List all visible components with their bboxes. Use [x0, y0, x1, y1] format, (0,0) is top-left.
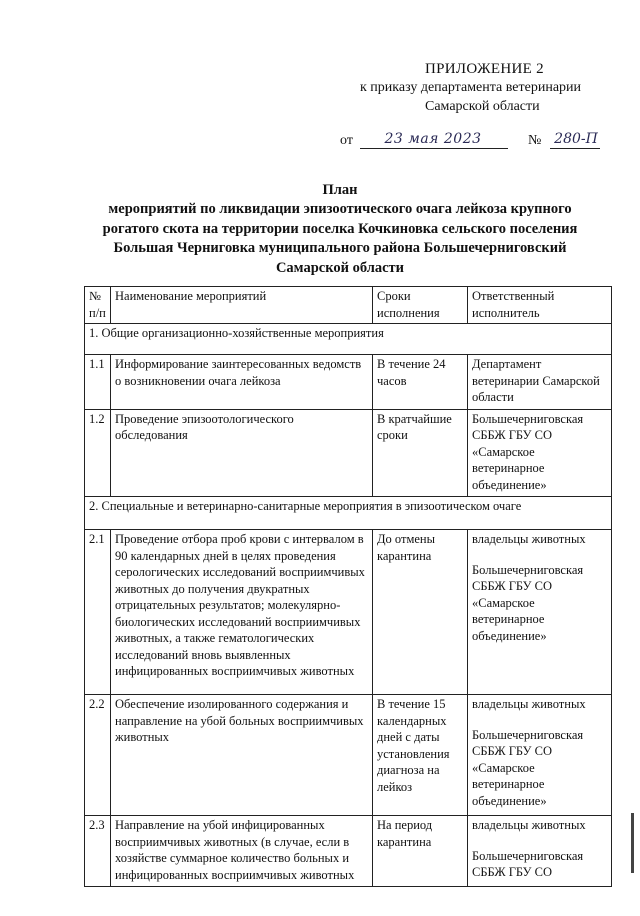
- row-resp-station: Большечерниговская СББЖ ГБУ СО «Самарское ветеринарное объединение»: [472, 727, 584, 808]
- header-num: № п/п: [85, 287, 111, 324]
- order-date-handwritten: 23 мая 2023: [384, 131, 482, 147]
- table-row: [85, 695, 612, 816]
- row-num: 2.1: [85, 530, 111, 695]
- row-name: Информирование заинтересованных ведомств о возникновении очага лейкоза: [111, 355, 373, 410]
- row-resp-owner: владельцы животных: [472, 818, 586, 832]
- section-row: [85, 497, 612, 530]
- table-row: [85, 409, 612, 497]
- row-name: Проведение отбора проб крови с интервалом в 90 календарных дней в целях проведения серологических исследований восприимчивых животных до получения двукратных отрицательных результатов; молекулярно-биологических исследований восприимчивых животных, а также гематологических исследований вновь выявленных инфицированных восприимчивых животных: [111, 530, 373, 695]
- appendix-title: ПРИЛОЖЕНИЕ 2: [425, 61, 544, 77]
- plan-subtitle: мероприятий по ликвидации эпизоотического очага лейкоза крупного рогатого скота на территории поселка Кочкиновка сельского поселения Большая Черниговка муниципального района Большечерниговский Самарской области: [102, 201, 578, 276]
- row-num: 2.2: [85, 695, 111, 816]
- row-resp-cell: [468, 530, 612, 695]
- row-term: В кратчайшие сроки: [373, 409, 468, 497]
- appendix-order-line: к приказу департамента ветеринарии: [360, 80, 582, 95]
- row-resp-owner: владельцы животных: [472, 532, 586, 546]
- table-row: [85, 530, 612, 695]
- order-number-underline: [550, 148, 600, 149]
- appendix-region-line: Самарской области: [425, 99, 540, 114]
- table-row: [85, 816, 612, 887]
- order-number-handwritten: 280-П: [554, 131, 598, 147]
- table-header-row: [85, 287, 612, 324]
- row-num: 2.3: [85, 816, 111, 887]
- order-reference: [340, 133, 620, 155]
- plan-title: План: [322, 182, 358, 198]
- row-resp-cell: [468, 695, 612, 816]
- row-resp: Большечерниговская СББЖ ГБУ СО «Самарское ветеринарное объединение»: [468, 409, 612, 497]
- row-num: 1.1: [85, 355, 111, 410]
- measures-table: [84, 286, 612, 887]
- row-resp-cell: [468, 816, 612, 887]
- header-resp: Ответственный исполнитель: [468, 287, 612, 324]
- row-term: В течение 24 часов: [373, 355, 468, 410]
- row-name: Обеспечение изолированного содержания и направление на убой больных восприимчивых животных: [111, 695, 373, 816]
- row-resp-station: Большечерниговская СББЖ ГБУ СО «Самарское ветеринарное объединение»: [472, 562, 584, 643]
- row-term: До отмены карантина: [373, 530, 468, 695]
- section-row: [85, 324, 612, 355]
- header-name: Наименование мероприятий: [111, 287, 373, 324]
- row-num: 1.2: [85, 409, 111, 497]
- row-name: Направление на убой инфицированных восприимчивых животных (в случае, если в хозяйстве суммарное количество больных и инфицированных восприимчивых животных: [111, 816, 373, 887]
- header-term: Сроки исполнения: [373, 287, 468, 324]
- order-date-underline: [360, 148, 508, 149]
- table-row: [85, 355, 612, 410]
- order-number-label: №: [528, 133, 542, 148]
- row-resp-owner: владельцы животных: [472, 697, 586, 711]
- row-resp-station: Большечерниговская СББЖ ГБУ СО: [472, 848, 584, 879]
- row-term: В течение 15 календарных дней с даты установления диагноза на лейкоз: [373, 695, 468, 816]
- section-title: 1. Общие организационно-хозяйственные мероприятия: [85, 324, 612, 355]
- row-term: На период карантина: [373, 816, 468, 887]
- order-from-label: от: [340, 133, 353, 148]
- row-resp: Департамент ветеринарии Самарской области: [468, 355, 612, 410]
- scan-edge-mark: [631, 813, 634, 873]
- row-name: Проведение эпизоотологического обследования: [111, 409, 373, 497]
- section-title: 2. Специальные и ветеринарно-санитарные мероприятия в эпизоотическом очаге: [85, 497, 612, 530]
